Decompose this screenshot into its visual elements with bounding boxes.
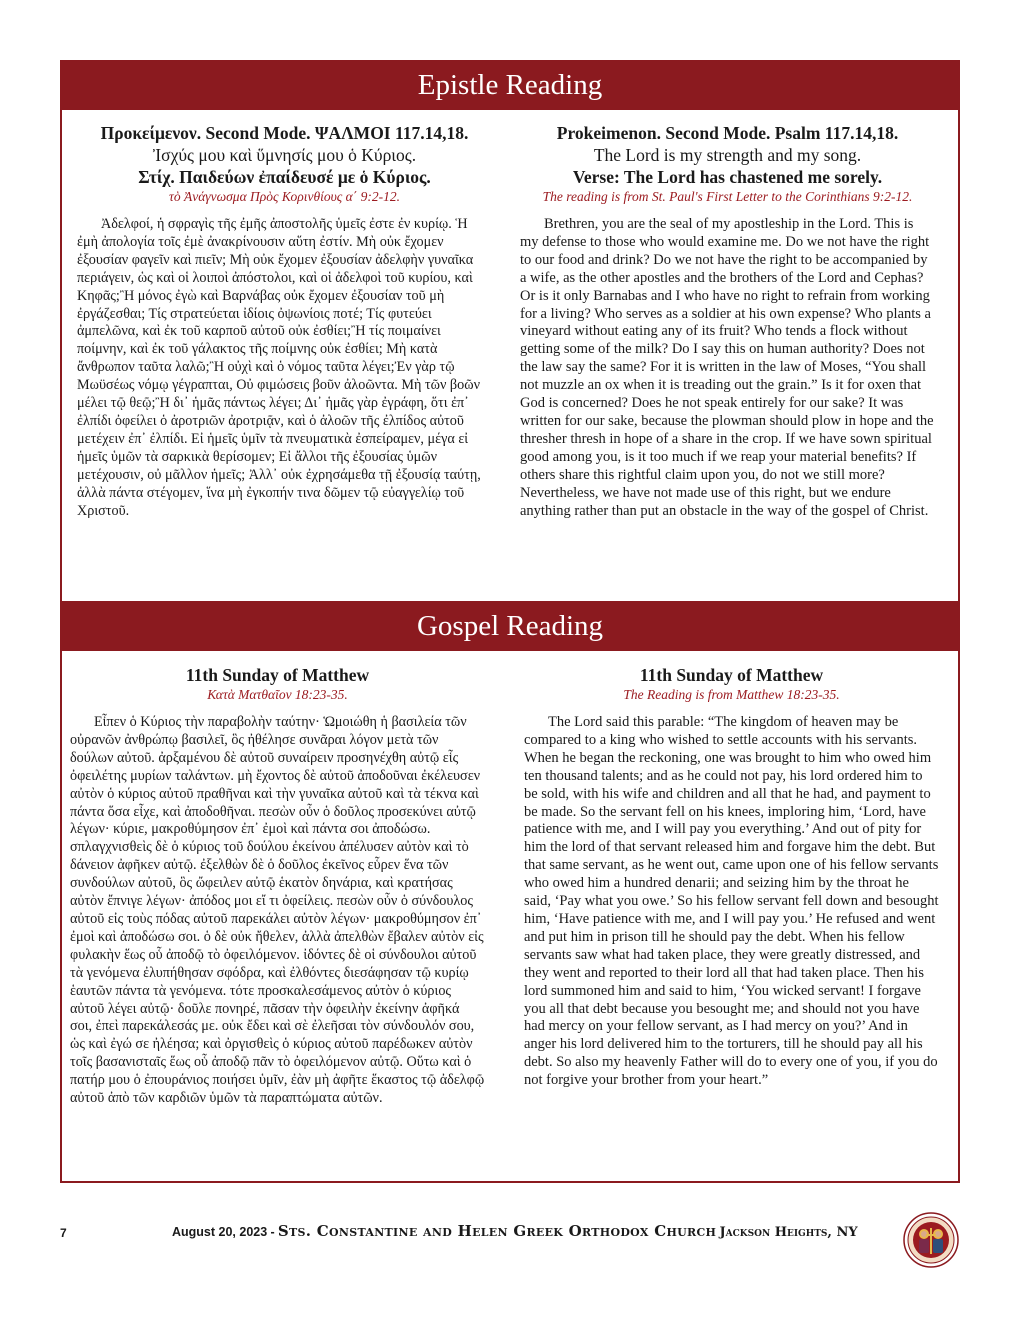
- epistle-banner: Epistle Reading: [60, 60, 960, 110]
- epistle-greek-column: [77, 122, 492, 520]
- footer-location: Jackson Heights, NY: [719, 1225, 858, 1240]
- epistle-greek-text: Ἀδελφοί, ἡ σφραγὶς τῆς ἐμῆς ἀποστολῆς ὑμεῖς ἐστε ἐν κυρίῳ. Ἡ ἐμὴ ἀπολογία τοῖς ἐμὲ ἀνακρίνουσιν αὕτη ἐστίν. Μὴ οὐκ ἔχομεν ἐξουσίαν φαγεῖν καὶ πιεῖν; Μὴ οὐκ ἔχομεν ἐξουσίαν ἀδελφὴν γυναῖκα περιάγειν, ὡς καὶ οἱ λοιποὶ ἀπόστολοι, καὶ οἱ ἀδελφοὶ τοῦ κυρίου, καὶ Κηφᾶς;Ἢ μόνος ἐγὼ καὶ Βαρνάβας οὐκ ἔχομεν ἐξουσίαν τοῦ μὴ ἐργάζεσθαι; Τίς στρατεύεται ἰδίοις ὀψωνίοις ποτέ; Τίς φυτεύει ἀμπελῶνα, καὶ ἐκ τοῦ καρποῦ αὐτοῦ οὐκ ἐσθίει;Ἢ τίς ποιμαίνει ποίμνην, καὶ ἐκ τοῦ γάλακτος τῆς ποίμνης οὐκ ἐσθίει; Μὴ κατὰ ἄνθρωπον ταῦτα λαλῶ;Ἢ οὐχὶ καὶ ὁ νόμος ταῦτα λέγει;Ἐν γὰρ τῷ Μωϋσέως νόμῳ γέγραπται, Οὐ φιμώσεις βοῦν ἀλοῶντα. Μὴ τῶν βοῶν μέλει τῷ θεῷ;Ἢ δι᾽ ἡμᾶς πάντως λέγει; Δι᾽ ἡμᾶς γὰρ ἐγράφη, ὅτι ἐπ᾽ ἐλπίδι ὀφείλει ὁ ἀροτριῶν ἀροτριᾷν, καὶ ὁ ἀλοῶν τῆς ἐλπίδος αὐτοῦ μετέχειν ἐπ᾽ ἐλπίδι. Εἰ ἡμεῖς ὑμῖν τὰ πνευματικὰ ἐσπείραμεν, μέγα εἰ ἡμεῖς ὑμῶν τὰ σαρκικὰ θερίσομεν; Εἰ ἄλλοι τῆς ἐξουσίας ὑμῶν μετέχουσιν, οὐ μᾶλλον ἡμεῖς; Ἀλλ᾽ οὐκ ἐχρησάμεθα τῇ ἐξουσίᾳ ταύτῃ, ἀλλὰ πάντα στέγομεν, ἵνα μὴ ἐγκοπήν τινα δῶμεν τῷ εὐαγγελίῳ τοῦ Χριστοῦ.: [77, 216, 481, 519]
- footer-text: [172, 1222, 858, 1240]
- gospel-english-title: 11th Sunday of Matthew: [639, 665, 824, 685]
- gospel-english-reference: The Reading is from Matthew 18:23-35.: [623, 687, 840, 702]
- gospel-greek-column: [70, 664, 485, 1108]
- epistle-english-reference: The reading is from St. Paul's First Letter to the Corinthians 9:2-12.: [542, 189, 913, 204]
- epistle-english-stichos: Verse: The Lord has chastened me sorely.: [572, 167, 883, 187]
- footer-date: August 20, 2023: [172, 1225, 268, 1239]
- gospel-greek-reference: Κατὰ Ματθαῖον 18:23-35.: [207, 687, 348, 702]
- epistle-english-verse: The Lord is my strength and my song.: [593, 145, 862, 165]
- epistle-greek-stichos: Στίχ. Παιδεύων ἐπαίδευσέ με ὁ Κύριος.: [138, 167, 431, 187]
- gospel-greek-title: 11th Sunday of Matthew: [185, 665, 370, 685]
- gospel-greek-text: Εἶπεν ὁ Κύριος τὴν παραβολὴν ταύτην· Ὡμοιώθη ἡ βασιλεία τῶν οὐρανῶν ἀνθρώπῳ βασιλεῖ, ὃς ἠθέλησε συνᾶραι λόγον μετὰ τῶν δούλων αὐτοῦ. ἀρξαμένου δὲ αὐτοῦ συναίρειν προσηνέχθη αὐτῷ εἷς ὀφειλέτης μυρίων ταλάντων. μὴ ἔχοντος δὲ αὐτοῦ ἀποδοῦναι ἐκέλευσεν αὐτὸν ὁ κύριος αὐτοῦ πραθῆναι καὶ τὴν γυναῖκα αὐτοῦ καὶ τὰ τέκνα καὶ πάντα ὅσα εἶχε, καὶ ἀποδοθῆναι. πεσὼν οὖν ὁ δοῦλος προσεκύνει αὐτῷ λέγων· κύριε, μακροθύμησον ἐπ᾽ ἐμοὶ καὶ πάντα σοι ἀποδώσω. σπλαγχνισθεὶς δὲ ὁ κύριος τοῦ δούλου ἐκείνου ἀπέλυσεν αὐτὸν καὶ τὸ δάνειον ἀφῆκεν αὐτῷ. ἐξελθὼν δὲ ὁ δοῦλος ἐκεῖνος εὗρεν ἕνα τῶν συνδούλων αὐτοῦ, ὃς ὤφειλεν αὐτῷ ἑκατὸν δηνάρια, καὶ κρατήσας αὐτὸν ἔπνιγε λέγων· ἀπόδος μοι εἴ τι ὀφείλεις. πεσὼν οὖν ὁ σύνδουλος αὐτοῦ εἰς τοὺς πόδας αὐτοῦ παρεκάλει αὐτὸν λέγων· μακροθύμησον ἐπ᾽ ἐμοὶ καὶ ἀποδώσω σοι. ὁ δὲ οὐκ ἤθελεν, ἀλλὰ ἀπελθὼν ἔβαλεν αὐτὸν εἰς φυλακὴν ἕως οὗ ἀποδῷ τὸ ὀφειλόμενον. ἰδόντες δὲ οἱ σύνδουλοι αὐτοῦ τὰ γενόμενα ἐλυπήθησαν σφόδρα, καὶ ἐλθόντες διεσάφησαν τῷ κυρίῳ ἑαυτῶν πάντα τὰ γενόμενα. τότε προσκαλεσάμενος αὐτὸν ὁ κύριος αὐτοῦ λέγει αὐτῷ· δοῦλε πονηρέ, πᾶσαν τὴν ὀφειλὴν ἐκείνην ἀφῆκά σοι, ἐπεὶ παρεκάλεσάς με. οὐκ ἔδει καὶ σὲ ἐλεῆσαι τὸν σύνδουλόν σου, ὡς καὶ ἐγώ σε ἠλέησα; καὶ ὀργισθεὶς ὁ κύριος αὐτοῦ παρέδωκεν αὐτὸν τοῖς βασανισταῖς ἕως οὗ ἀποδῷ πᾶν τὸ ὀφειλόμενον αὐτῷ. Οὕτω καὶ ὁ πατήρ μου ὁ ἐπουράνιος ποιήσει ὑμῖν, ἐὰν μὴ ἀφῆτε ἕκαστος τῷ ἀδελφῷ αὐτοῦ ἀπὸ τῶν καρδιῶν ὑμῶν τὰ παραπτώματα αὐτῶν.: [70, 714, 485, 1107]
- footer-separator: -: [270, 1225, 275, 1239]
- gospel-english-text: The Lord said this parable: “The kingdom of heaven may be compared to a king who wished to settle accounts with his servants. When he began the reckoning, one was brought to him who owed him ten thousand talents; and as he could not pay, his lord ordered him to be sold, with his wife and children and all that he had, and payment to be made. So the servant fell on his knees, imploring him, ‘Lord, have patience with me, and I will pay you everything.’ And out of pity for him the lord of that servant released him and forgave him the debt. But that same servant, as he went out, came upon one of his fellow servants who owed him a hundred denarii; and seizing him by the throat he said, ‘Pay what you owe.’ So his fellow servant fell down and besought him, ‘Have patience with me, and I will pay you.’ He refused and went and put him in prison till he should pay the debt. When his fellow servants saw what had taken place, they were greatly distressed, and they went and reported to their lord all that had taken place. Then his lord summoned him and said to him, ‘You wicked servant! I forgave you all that debt because you besought me; and should not you have had mercy on your fellow servant, as I had mercy on you?’ And in anger his lord delivered him to the torturers, till he should pay all his debt. So also my heavenly Father will do to every one of you, if you do not forgive your brother from your heart.”: [524, 714, 939, 1089]
- footer-church-name: Sts. Constantine and Helen Greek Orthodox Church: [277, 1222, 717, 1240]
- church-seal-icon: [903, 1212, 959, 1268]
- epistle-greek-reference: τὸ Ἀνάγνωσμα Πρὸς Κορινθίους α΄ 9:2-12.: [169, 189, 400, 204]
- epistle-greek-prokeimenon: Προκείμενον. Second Mode. ΨΑΛΜΟΙ 117.14,18.: [100, 123, 469, 143]
- epistle-english-prokeimenon: Prokeimenon. Second Mode. Psalm 117.14,18.: [556, 123, 899, 143]
- epistle-greek-verse: Ἰσχύς μου καὶ ὕμνησίς μου ὁ Κύριος.: [152, 145, 417, 165]
- gospel-banner: Gospel Reading: [60, 601, 960, 651]
- page-number: 7: [60, 1226, 67, 1240]
- gospel-english-column: [524, 664, 939, 1090]
- epistle-english-text: Brethren, you are the seal of my apostleship in the Lord. This is my defense to those who would examine me. Do we not have the right to our food and drink? Do we not have the right to be accompanied by a wife, as the other apostles and the brothers of the Lord and Cephas? Or is it only Barnabas and I who have no right to refrain from working for a living? Who serves as a soldier at his own expense? Who plants a vineyard without eating any of its fruit? Who tends a flock without getting some of the milk? Do I say this on human authority? Does not the law say the same? For it is written in the law of Moses, “You shall not muzzle an ox when it is treading out the grain.” Is it for oxen that God is concerned? Does he not speak entirely for our sake? It was written for our sake, because the plowman should plow in hope and the thresher thresh in hope of a share in the crop. If we have sown spiritual good among you, is it too much if we reap your material benefits? If others share this rightful claim upon you, do not we still more? Nevertheless, we have not made use of this right, but we endure anything rather than put an obstacle in the way of the gospel of Christ.: [520, 216, 934, 519]
- page-footer: [0, 1212, 1020, 1272]
- epistle-english-column: [520, 122, 935, 520]
